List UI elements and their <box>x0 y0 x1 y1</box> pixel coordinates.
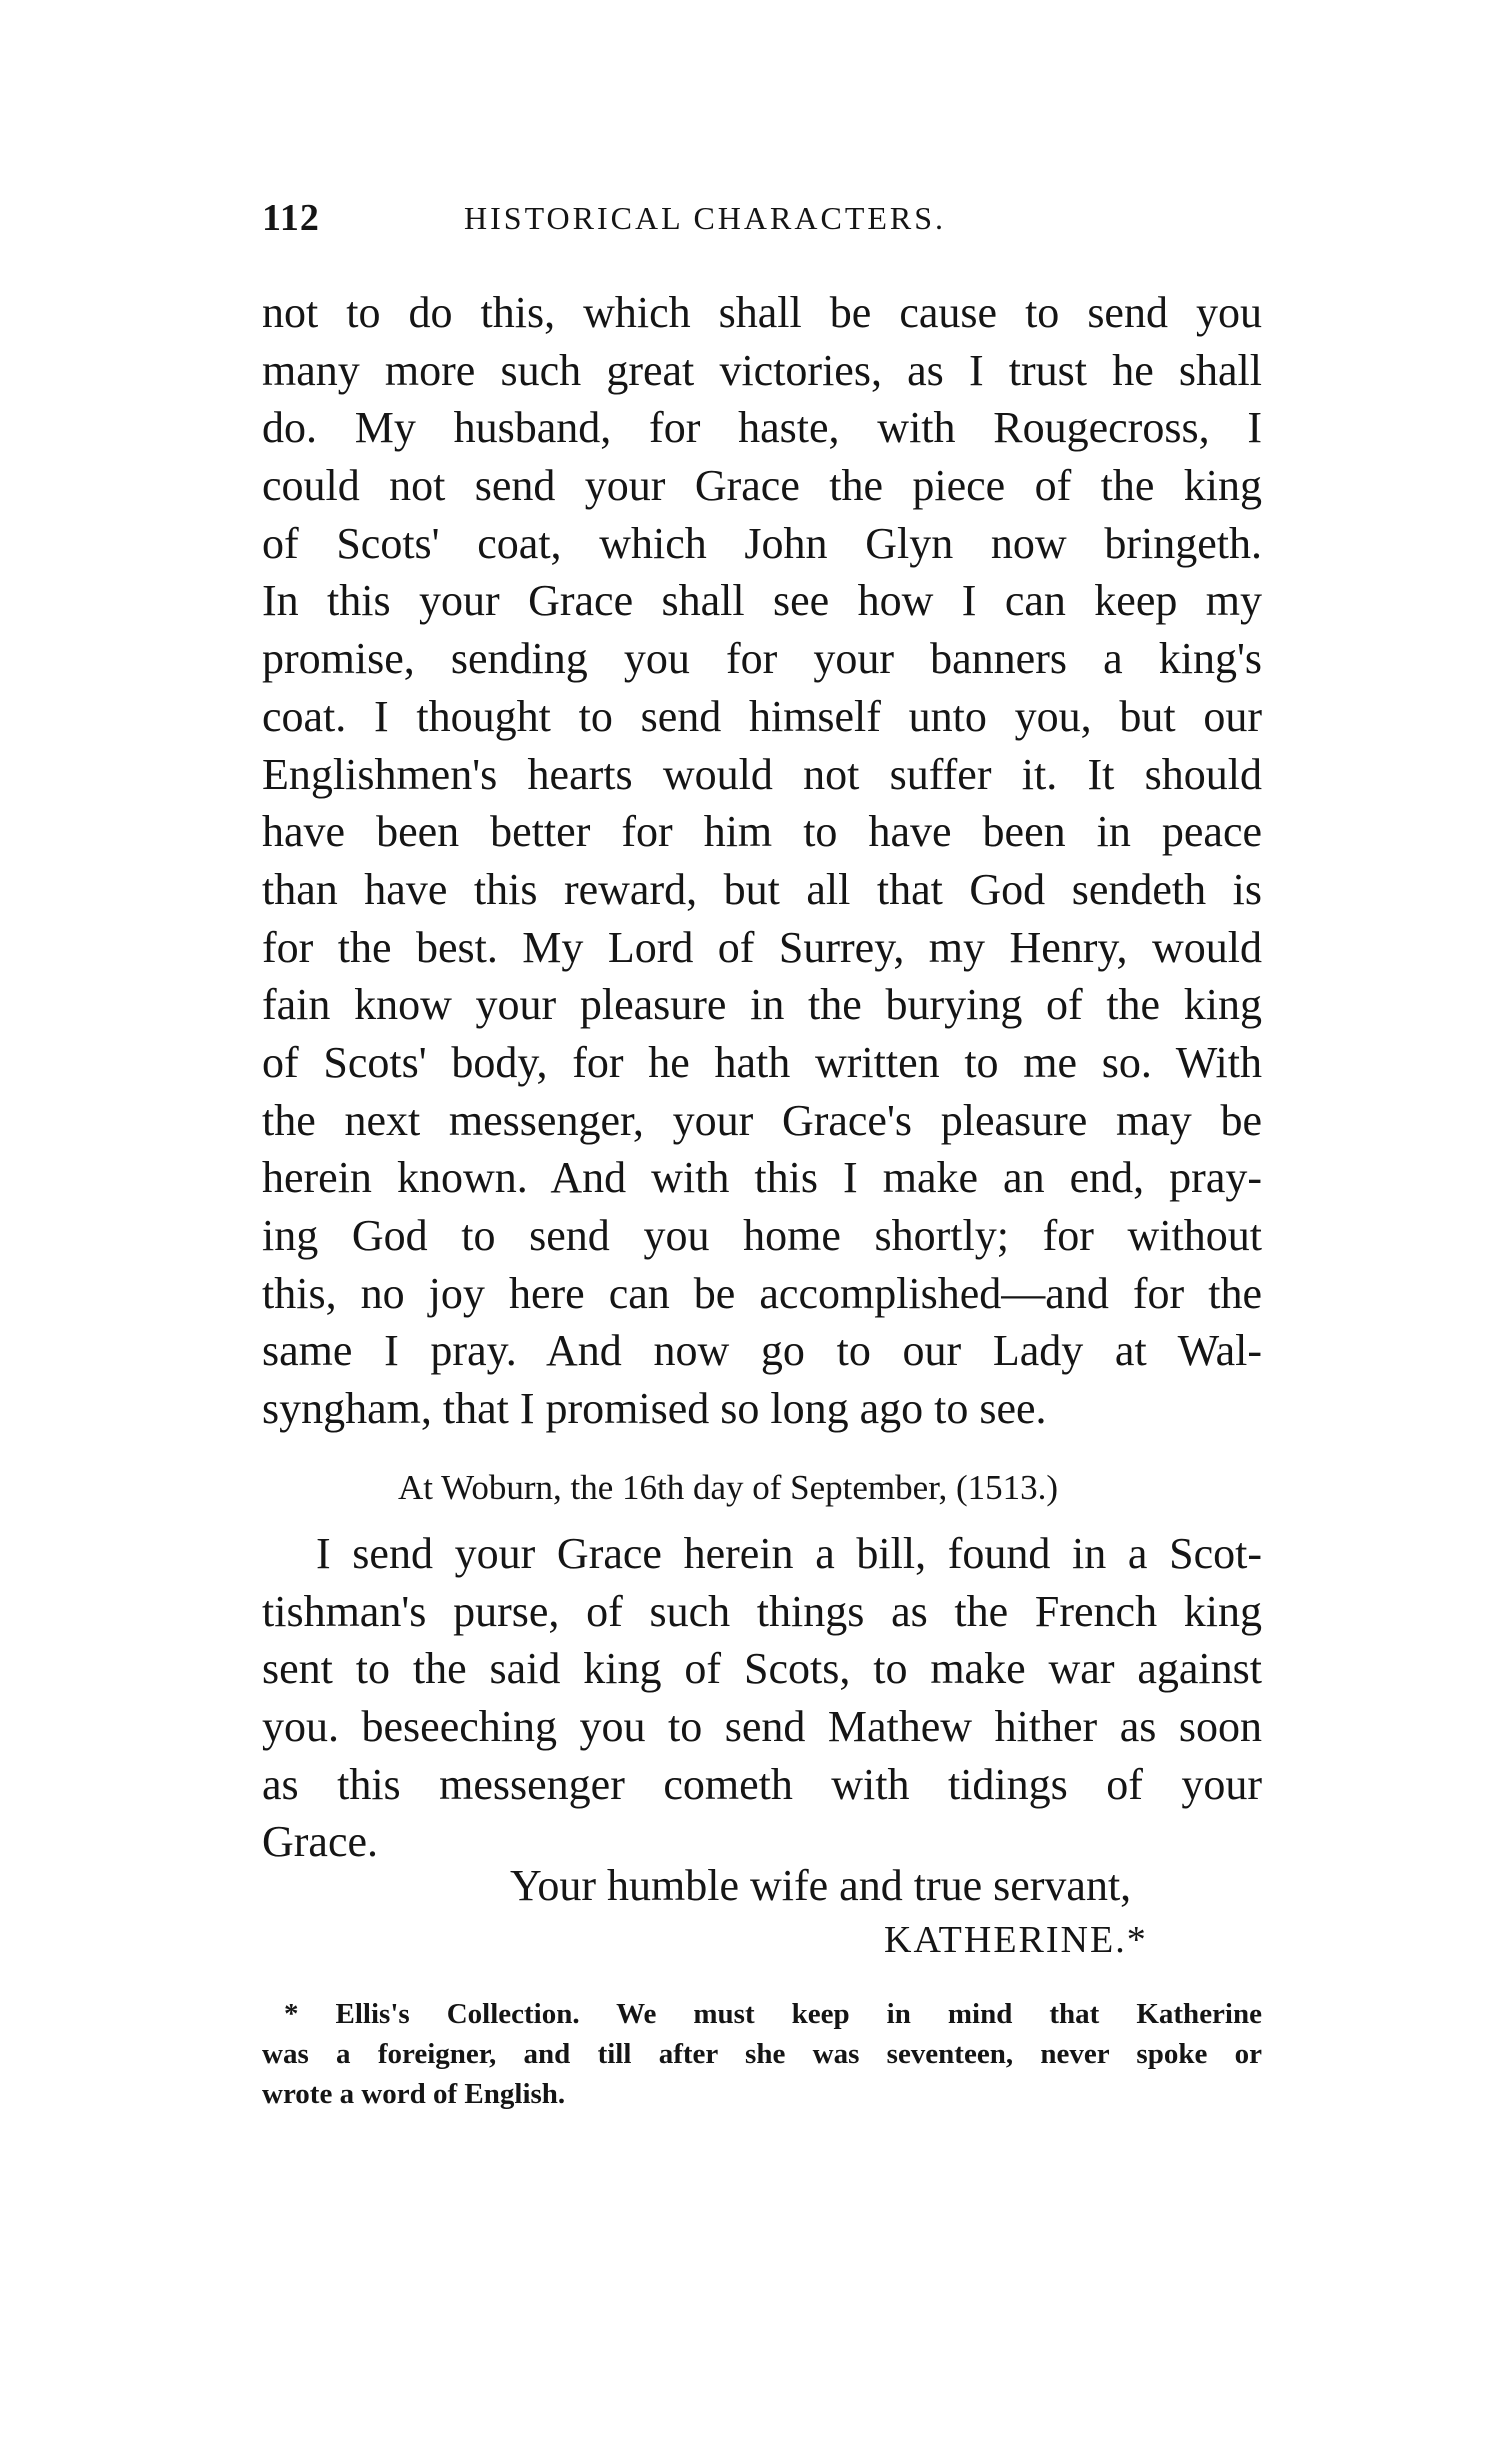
postscript <box>262 1525 1262 1871</box>
letter-signoff: Your humble wife and true servant, <box>510 1861 1132 1910</box>
text-line: I send your Grace herein a bill, found in a Scot- <box>316 1529 1262 1578</box>
text-line: the next messenger, your Grace's pleasure may be <box>262 1095 1262 1145</box>
text-line: promise, sending you for your banners a king's <box>262 634 1262 684</box>
text-line: you. beseeching you to send Mathew hither as soon <box>262 1702 1262 1752</box>
text-line: coat. I thought to send himself unto you, but our <box>262 691 1262 741</box>
footnote <box>262 1994 1262 2114</box>
text-line: than have this reward, but all that God sendeth is <box>262 864 1262 914</box>
text-line: this, no joy here can be accomplished—and for the <box>262 1268 1262 1318</box>
text-line: not to do this, which shall be cause to send you <box>262 288 1262 337</box>
text-line: Grace. <box>262 1817 379 1867</box>
text-line: fain know your pleasure in the burying of the king <box>262 980 1262 1030</box>
page-number: 112 <box>262 197 320 239</box>
text-line: ing God to send you home shortly; for without <box>262 1211 1262 1260</box>
text-line: could not send your Grace the piece of the king <box>262 461 1262 511</box>
text-line: for the best. My Lord of Surrey, my Henry, would <box>262 922 1262 972</box>
text-line: many more such great victories, as I trust he shall <box>262 345 1262 395</box>
footnote-line: was a foreigner, and till after she was seventeen, never spoke or <box>262 2038 1262 2070</box>
text-line: do. My husband, for haste, with Rougecross, I <box>262 403 1262 453</box>
text-line: syngham, that I promised so long ago to see. <box>262 1384 1047 1434</box>
text-line: Englishmen's hearts would not suffer it. It should <box>262 749 1262 799</box>
text-line: sent to the said king of Scots, to make war against <box>262 1644 1262 1694</box>
text-line: as this messenger cometh with tidings of your <box>262 1759 1262 1809</box>
footnote-line: wrote a word of English. <box>262 2078 566 2110</box>
text-line: of Scots' body, for he hath written to me so. With <box>262 1037 1262 1087</box>
running-title: HISTORICAL CHARACTERS. <box>464 200 947 236</box>
letter-signature: KATHERINE.* <box>884 1919 1148 1961</box>
text-line: of Scots' coat, which John Glyn now bringeth. <box>262 518 1262 568</box>
page-header <box>262 196 1282 244</box>
text-line: tishman's purse, of such things as the French king <box>262 1586 1262 1636</box>
footnote-line: * Ellis's Collection. We must keep in mind that Katherine <box>284 1998 1262 2030</box>
text-line: herein known. And with this I make an end, pray- <box>262 1153 1262 1203</box>
text-line: same I pray. And now go to our Lady at Wal- <box>262 1326 1262 1376</box>
letter-body <box>262 284 1262 1438</box>
letter-dateline: At Woburn, the 16th day of September, (1513.) <box>398 1468 1059 1507</box>
text-line: In this your Grace shall see how I can keep my <box>262 576 1262 626</box>
text-line: have been better for him to have been in peace <box>262 807 1262 857</box>
